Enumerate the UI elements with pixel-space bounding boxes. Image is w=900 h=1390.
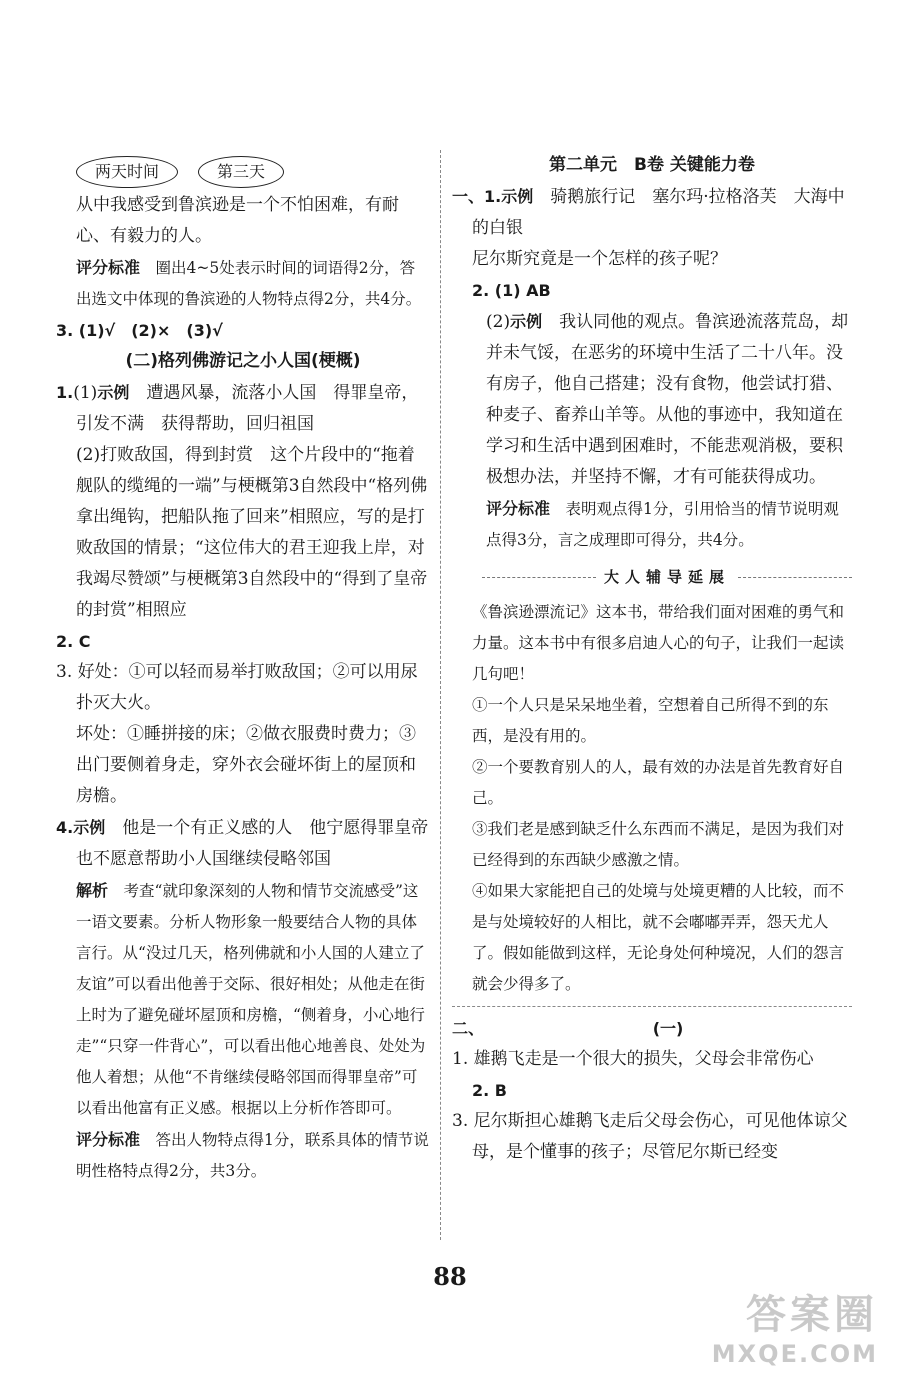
right-column: [452, 150, 852, 1168]
section-two-header: 二、 (一): [452, 1006, 852, 1044]
q3-answer: 3. (1)√ (2)× (3)√: [56, 321, 223, 340]
q4-answer: 4.示例 他是一个有正义感的人 他宁愿得罪皇帝也不愿意帮助小人国继续侵略邻国: [56, 818, 429, 869]
quote-3: ③我们老是感到缺乏什么东西而不满足，是因为我们对已经得到的东西缺少感激之情。: [472, 820, 845, 869]
column-divider: [440, 150, 441, 1240]
scoring-note-2: 评分标准 答出人物特点得1分，联系具体的情节说明性格特点得2分，共3分。: [76, 1130, 429, 1180]
analysis: 解析 考查“就印象深刻的人物和情节交流感受”这一语文要素。分析人物形象一般要结合人物的具体言行。从“没过几天，格列佛就和小人国的人建立了友谊”可以看出他善于交际、很好相处；从他走在街上时为了避免碰坏屋顶和房檐，“侧着身，小心地行走”“只穿一件背心”，可以看出他心地善良、处处为他人着想；从他“不肯继续侵略邻国而得罪皇帝”可以看出他富有正义感。根据以上分析作答即可。: [76, 881, 426, 1117]
r1-answer: 1. 雄鹅飞走是一个很大的损失，父母会非常伤心: [452, 1049, 814, 1069]
scoring-note-3: 评分标准 表明观点得1分，引用恰当的情节说明观点得3分，言之成理即可得分，共4分。: [486, 499, 839, 549]
q2-answer: 2. C: [56, 632, 91, 651]
r2-answer: 2. B: [472, 1081, 507, 1100]
s1-answer: 一、1.示例 骑鹅旅行记 塞尔玛·拉格洛芙 大海中的白银: [452, 187, 845, 238]
watermark-logo: 答案圈 MXQE.COM: [711, 1292, 878, 1368]
q2a-answer: 2. (1) AB: [472, 281, 551, 300]
oval-answer-2: 第三天: [198, 156, 284, 188]
quote-4: ④如果大家能把自己的处境与处境更糟的人比较，而不是与处境较好的人相比，就不会嘟嘟弄弄，怨天尤人了。假如能做到这样，无论身处何种境况，人们的怨言就会少得多了。: [472, 882, 845, 993]
s1-answer-b: 尼尔斯究竟是一个怎样的孩子呢？: [472, 249, 727, 269]
quote-1: ①一个人只是呆呆地坐着，空想着自己所得不到的东西，是没有用的。: [472, 696, 829, 745]
page-number: 88: [433, 1262, 467, 1291]
oval-answer-1: 两天时间: [76, 156, 178, 188]
oval-group: [76, 156, 430, 188]
q3-answer-c: 坏处：①睡拼接的床；②做衣服费时费力；③出门要侧着身走，穿外衣会碰坏街上的屋顶和房檐。: [76, 724, 416, 806]
unit-title: 第二单元 B卷 关键能力卷: [549, 155, 755, 175]
extension-banner: 大人辅导延展: [482, 562, 852, 593]
q1-part2: (2)打败敌国，得到封赏 这个片段中的“拖着舰队的缆绳的一端”与梗概第3自然段中“格列佛拿出绳钩，把船队拖了回来”相照应，写的是打败敌国的情景；“这位伟大的君王迎我上岸，对我竭尽赞颂”与梗概第3自然段中的“得到了皇帝的封赏”相照应: [76, 445, 428, 620]
left-column: [56, 150, 430, 1187]
section-subtitle: (二)格列佛游记之小人国(梗概): [125, 351, 361, 371]
scoring-note: 评分标准 圈出4~5处表示时间的词语得2分，答出选文中体现的鲁滨逊的人物特点得2分，共4分。: [76, 258, 422, 308]
q1-answer: 1.(1)示例 遭遇风暴，流落小人国 得罪皇帝，引发不满 获得帮助，回归祖国: [56, 383, 419, 434]
scoring-label: 评分标准: [76, 258, 141, 277]
answer-text: 从中我感受到鲁滨逊是一个不怕困难，有耐心、有毅力的人。: [76, 195, 399, 246]
q3-answer-b: 3. 好处：①可以轻而易举打败敌国；②可以用尿扑灭大火。: [56, 662, 418, 713]
r3-answer: 3. 尼尔斯担心雄鹅飞走后父母会伤心，可见他体谅父母，是个懂事的孩子；尽管尼尔斯已经变: [452, 1111, 848, 1162]
extension-text: 《鲁滨逊漂流记》这本书，带给我们面对困难的勇气和力量。这本书中有很多启迪人心的句子，让我们一起读几句吧！: [472, 603, 845, 683]
q2b-answer: (2)示例 我认同他的观点。鲁滨逊流落荒岛，却并未气馁，在恶劣的环境中生活了二十八年。没有房子，他自己搭建；没有食物，他尝试打猎、种麦子、畜养山羊等。从他的事迹中，我知道在学习和生活中遇到困难时，不能悲观消极，要积极想办法，并坚持不懈，才有可能获得成功。: [486, 312, 849, 487]
quote-2: ②一个要教育别人的人，最有效的办法是首先教育好自己。: [472, 758, 845, 807]
